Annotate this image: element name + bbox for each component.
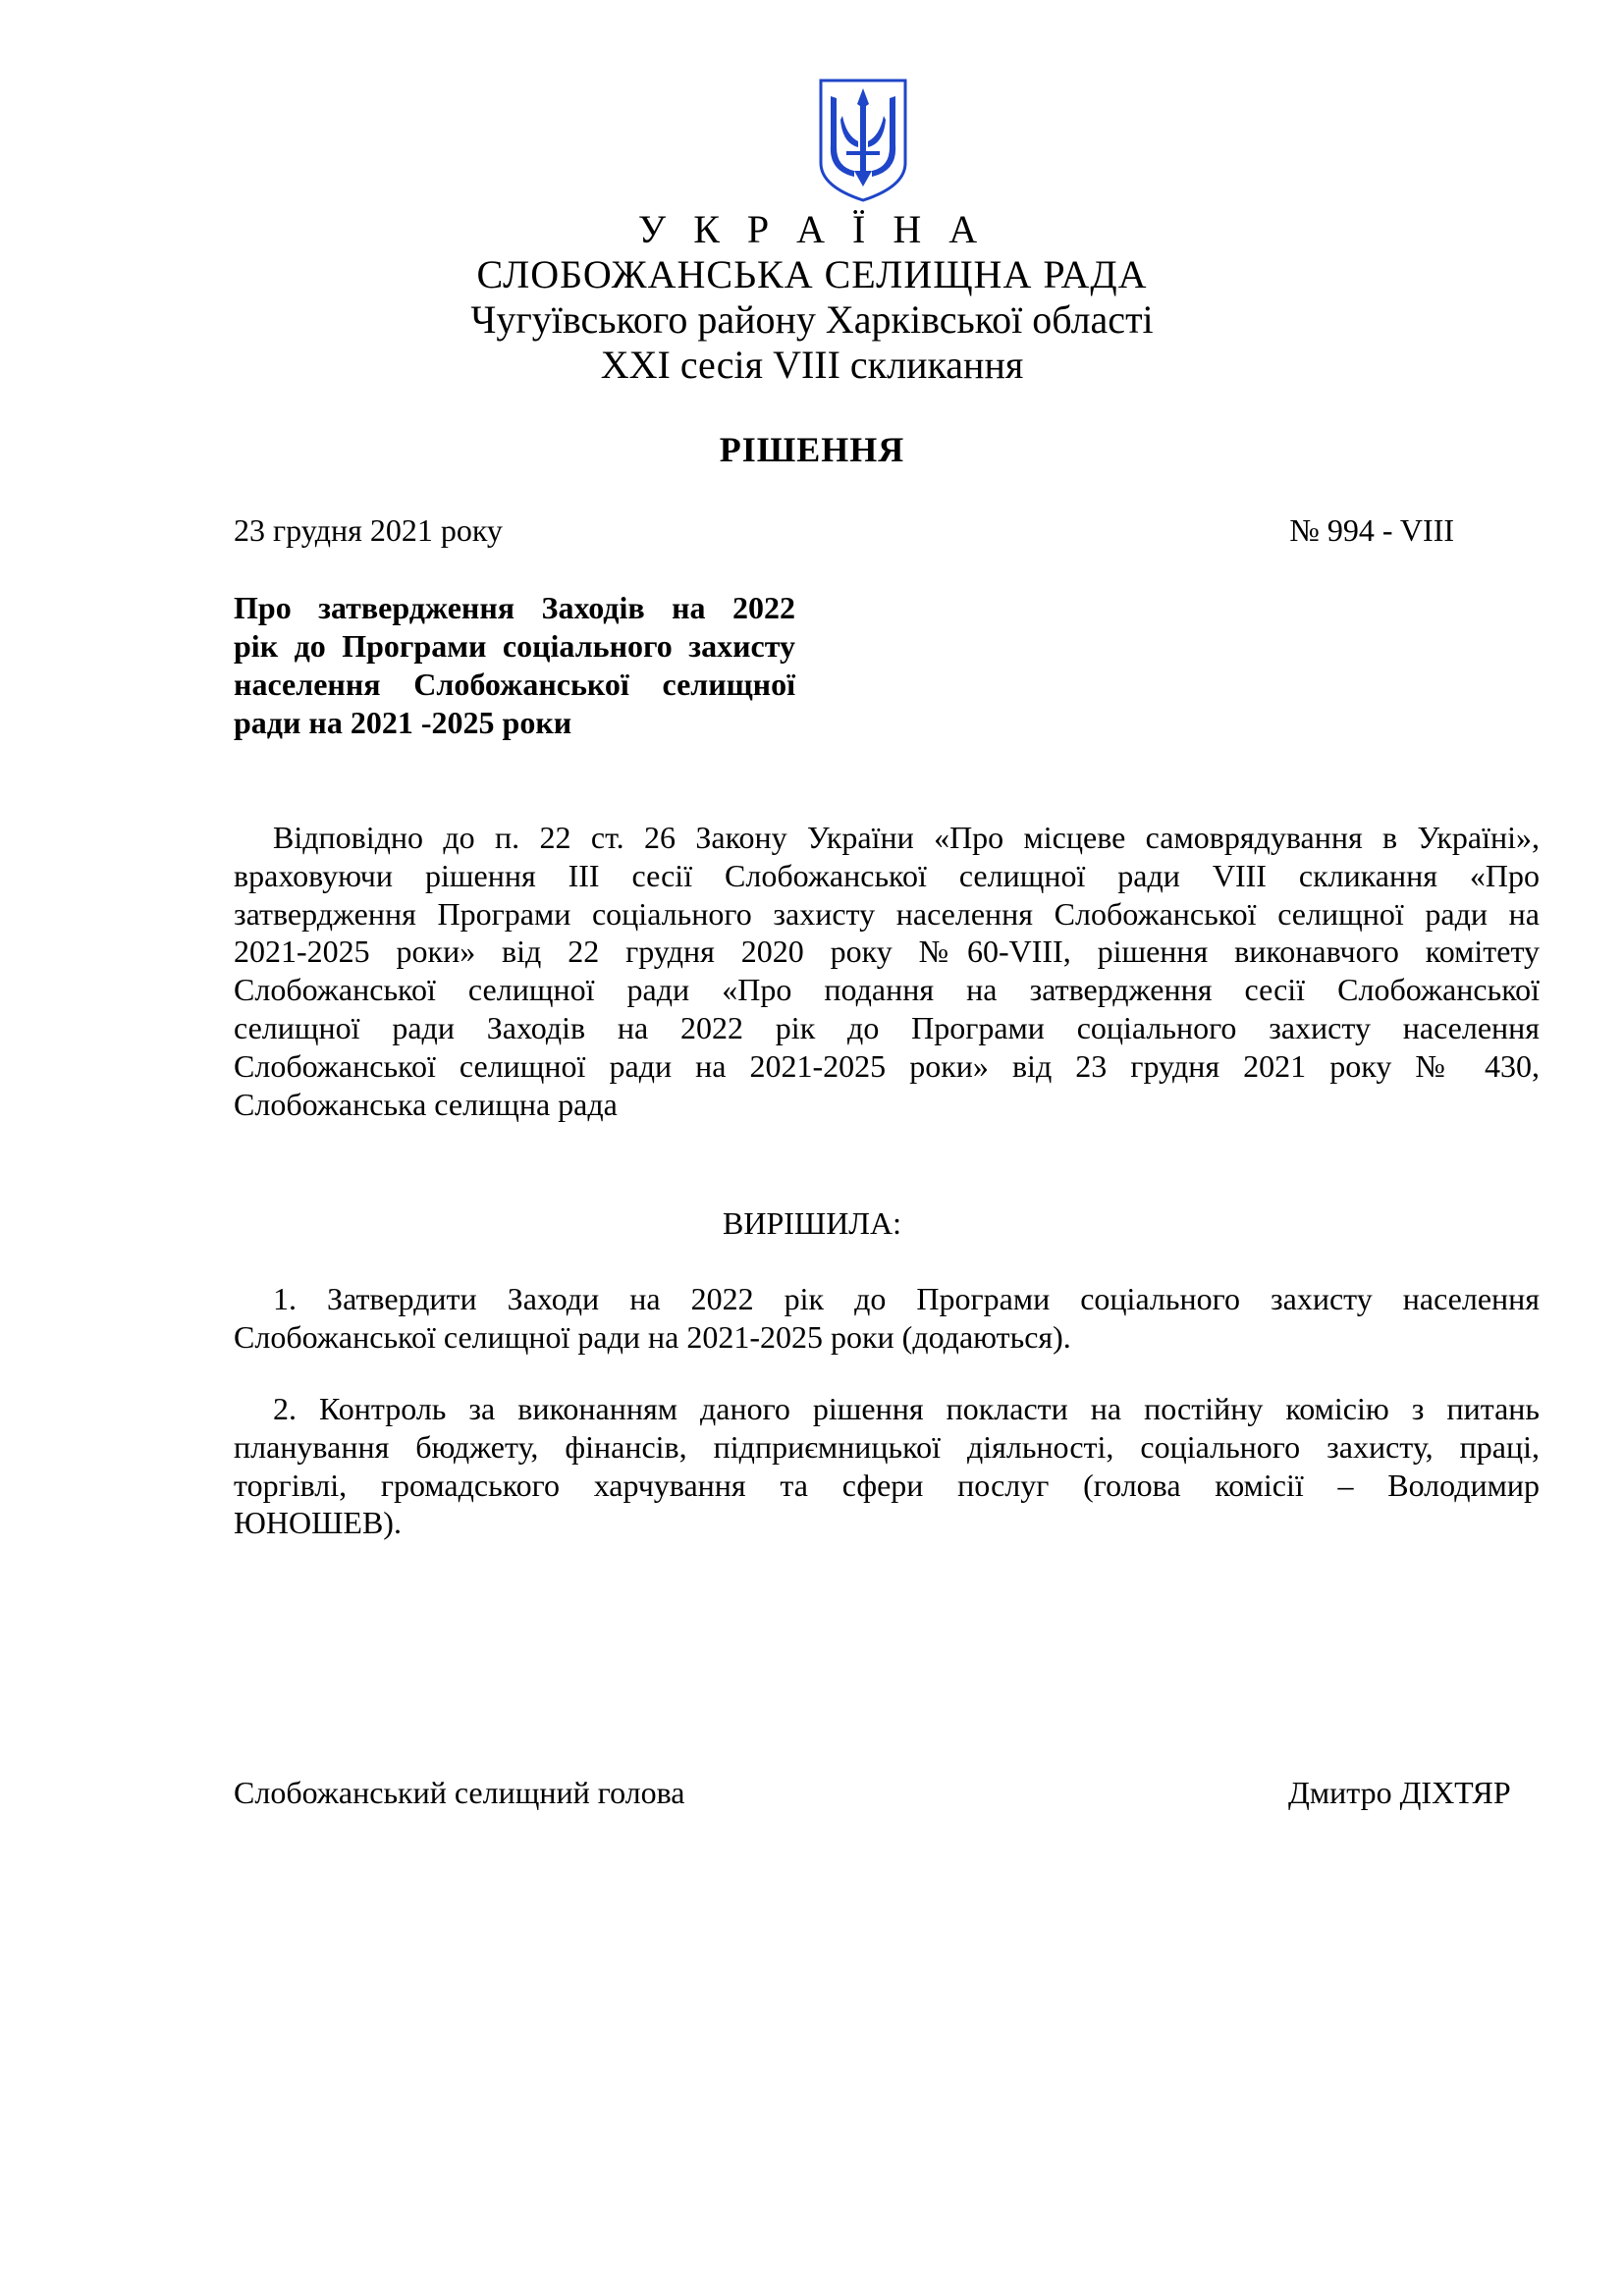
council-name: СЛОБОЖАНСЬКА СЕЛИЩНА РАДА [476, 252, 1148, 296]
decision-item-2 [234, 1390, 1540, 1542]
item-line: 1. Затвердити Заходи на 2022 рік до Програми соціального захисту населення [273, 1281, 1540, 1316]
preamble-line: затвердження Програми соціального захисту населення Слобожанської селищної ради на [234, 895, 1540, 932]
item-line: планування бюджету, фінансів, підприємницької діяльності, соціального захисту, праці, [234, 1428, 1540, 1465]
preamble-line: селищної ради Заходів на 2022 рік до Програми соціального захисту населення [234, 1009, 1540, 1045]
subject-line: населення Слобожанської селищної [234, 667, 795, 702]
preamble-line: Слобожанська селищна рада [234, 1086, 618, 1122]
document-date: 23 грудня 2021 року [234, 512, 503, 548]
subject-line: Про затвердження Заходів на 2022 [234, 590, 795, 625]
decided-heading: ВИРІШИЛА: [723, 1205, 901, 1241]
subject-line: рік до Програми соціального захисту [234, 628, 795, 664]
preamble-line: Слобожанської селищної ради «Про подання на затвердження сесії Слобожанської [234, 972, 1540, 1008]
document-title: РІШЕННЯ [719, 430, 905, 469]
decision-subject [234, 589, 795, 742]
item-line: 2. Контроль за виконанням даного рішення покласти на постійну комісію з питань [273, 1391, 1540, 1426]
session-info: XXI сесія VIII скликання [600, 343, 1024, 387]
item-line: Слобожанської селищної ради на 2021-2025 роки (додаються). [234, 1318, 1071, 1355]
coat-of-arms-icon [817, 77, 909, 204]
signatory-position: Слобожанський селищний голова [234, 1775, 685, 1810]
preamble-line: враховуючи рішення ІІІ сесії Слобожанської селищної ради VIII скликання «Про [234, 857, 1540, 893]
preamble-line: Відповідно до п. 22 ст. 26 Закону України «Про місцеве самоврядування в Україні», [273, 820, 1540, 855]
preamble-paragraph [234, 819, 1540, 1123]
country-name: У К Р А Ї Н А [637, 207, 987, 251]
district-name: Чугуївського району Харківської області [470, 297, 1154, 342]
subject-line: ради на 2021 -2025 роки [234, 705, 572, 740]
item-line: торгівлі, громадського харчування та сфери послуг (голова комісії – Володимир [234, 1467, 1540, 1503]
signatory-name: Дмитро ДІХТЯР [1288, 1775, 1511, 1810]
item-line: ЮНОШЕВ). [234, 1505, 402, 1541]
preamble-line: Слобожанської селищної ради на 2021-2025 роки» від 23 грудня 2021 року № 430, [234, 1047, 1540, 1084]
decision-item-1 [234, 1280, 1540, 1357]
preamble-line: 2021-2025 роки» від 22 грудня 2020 року №60-VIII, рішення виконавчого комітету [234, 934, 1540, 970]
document-number: № 994 - VIII [1289, 512, 1454, 548]
